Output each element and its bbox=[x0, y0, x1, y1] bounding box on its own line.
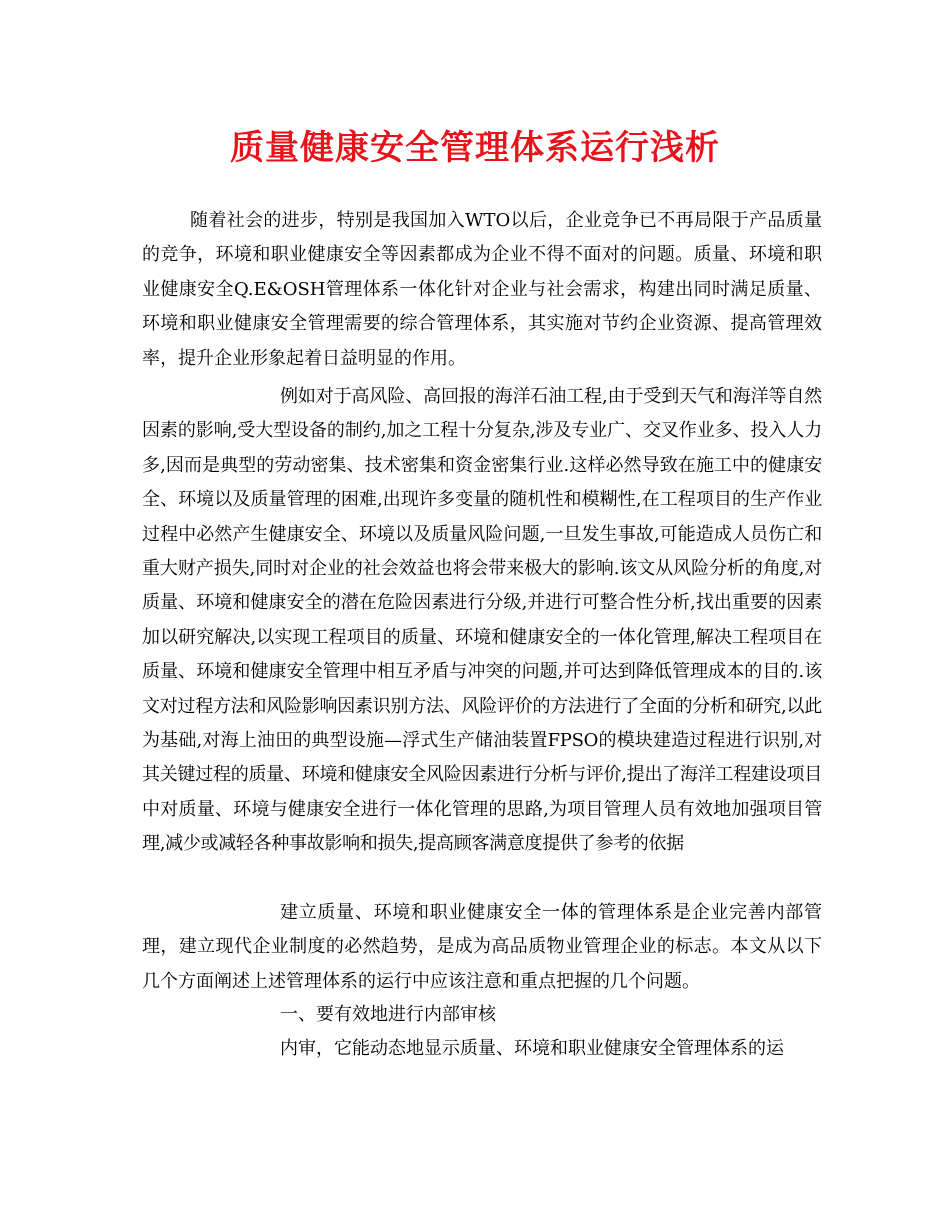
section-heading-internal-audit: 一、要有效地进行内部审核 bbox=[280, 1004, 496, 1025]
paragraph-internal-audit: 内审，它能动态地显示质量、环境和职业健康安全管理体系的运 bbox=[280, 1038, 784, 1059]
document-title: 质量健康安全管理体系运行浅析 bbox=[230, 128, 720, 168]
paragraph-offshore-example: 例如对于高风险、高回报的海洋石油工程,由于受到天气和海洋等自然因素的影响,受大型设备的制约,加之工程十分复杂,涉及专业广、交叉作业多、投入人力多,因而是典型的劳动密集、技术密集和资金密集行业.这样必然导致在施工中的健康安全、环境以及质量管理的困难,出现许多变量的随机性和模糊性,在工程项目的生产作业过程中必然产生健康安全、环境以及质量风险问题,一旦发生事故,可能造成人员伤亡和重大财产损失,同时对企业的社会效益也将会带来极大的影响.该文从风险分析的角度,对质量、环境和健康安全的潜在危险因素进行分级,并进行可整合性分析,找出重要的因素加以研究解决,以实现工程项目的质量、环境和健康安全的一体化管理,解决工程项目在质量、环境和健康安全管理中相互矛盾与冲突的问题,并可达到降低管理成本的目的.该文对过程方法和风险影响因素识别方法、风险评价的方法进行了全面的分析和研究,以此为基础,对海上油田的典型设施—浮式生产储油装置FPSO的模块建造过程进行识别,对其关键过程的质量、环境和健康安全风险因素进行分析与评价,提出了海洋工程建设项目中对质量、环境与健康安全进行一体化管理的思路,为项目管理人员有效地加强项目管理,减少或减轻各种事故影响和损失,提高顾客满意度提供了参考的依据 bbox=[142, 386, 822, 855]
paragraph-system-purpose: 建立质量、环境和职业健康安全一体的管理体系是企业完善内部管理，建立现代企业制度的必然趋势，是成为高品质物业管理企业的标志。本文从以下几个方面阐述上述管理体系的运行中应该注意和重点把握的几个问题。 bbox=[142, 902, 822, 992]
paragraph-intro: 随着社会的进步，特别是我国加入WTO以后，企业竞争已不再局限于产品质量的竞争，环境和职业健康安全等因素都成为企业不得不面对的问题。质量、环境和职业健康安全Q.E&OSH管理体系一体化针对企业与社会需求，构建出同时满足质量、环境和职业健康安全管理需要的综合管理体系，其实施对节约企业资源、提高管理效率，提升企业形象起着日益明显的作用。 bbox=[142, 210, 822, 369]
